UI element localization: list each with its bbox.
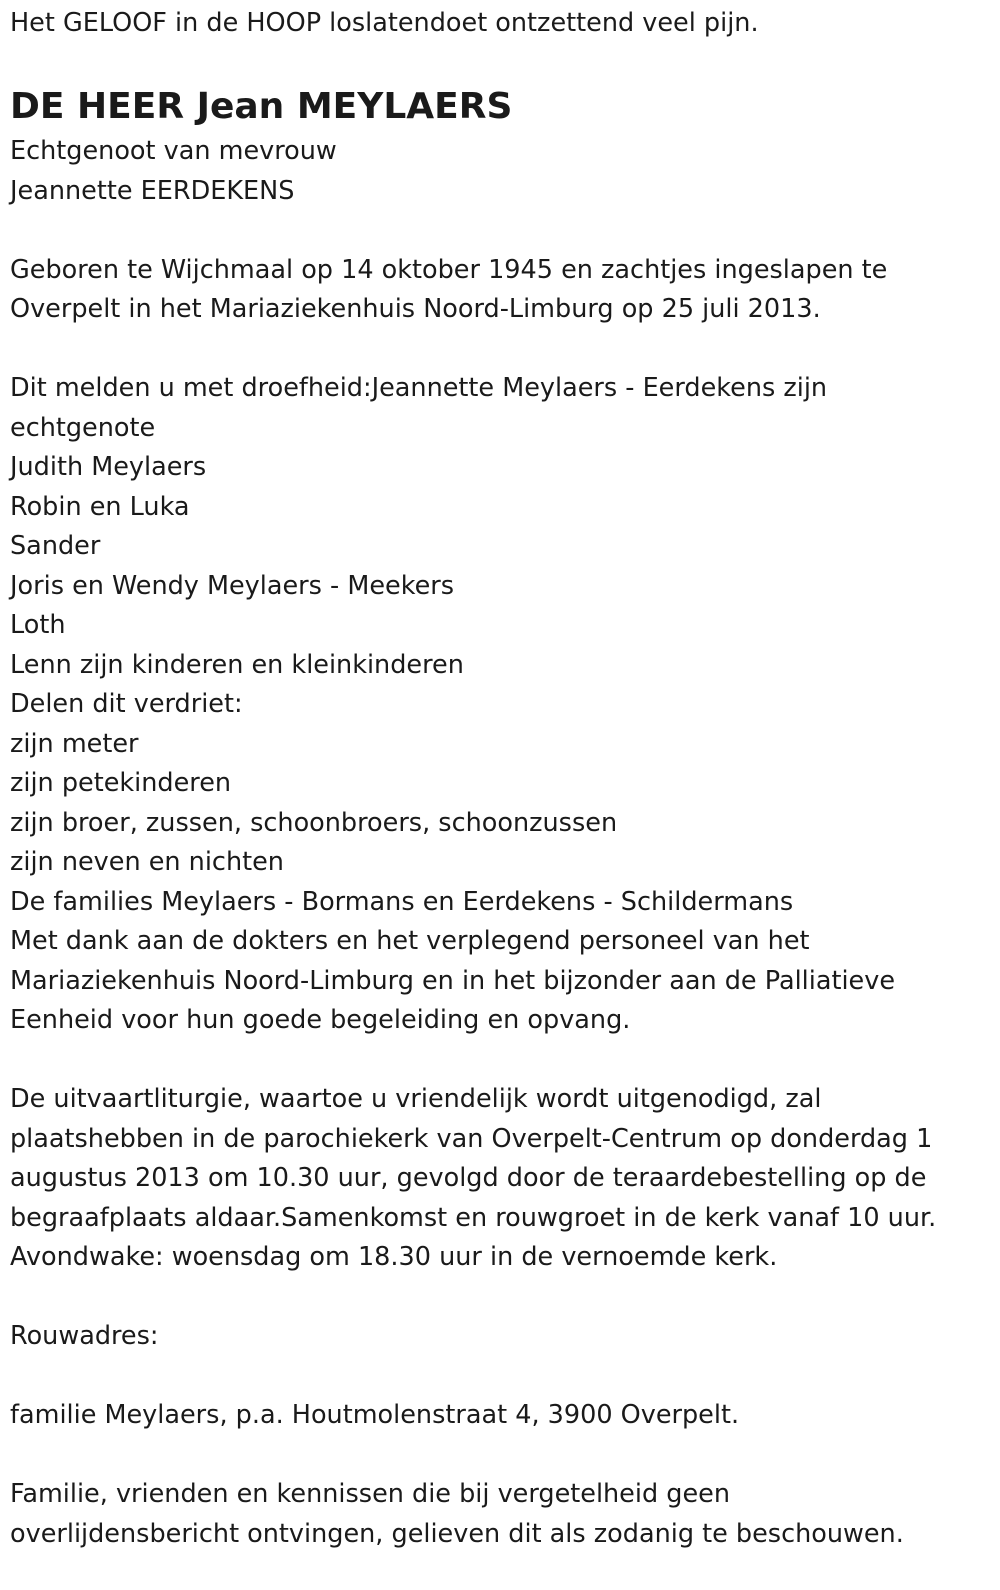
announcement-line: De families Meylaers - Bormans en Eerdekens - Schildermans [10,886,794,917]
announcement-line: zijn broer, zussen, schoonbroers, schoonzussen [10,807,618,838]
spacer [10,1436,990,1476]
spouse-block [10,132,990,211]
announcement-line: Joris en Wendy Meylaers - Meekers [10,570,455,601]
birth-death-line: Overpelt in het Mariaziekenhuis Noord-Limburg op 25 juli 2013. [10,294,821,324]
announcement-line: Judith Meylaers [10,452,207,482]
funeral-line: plaatshebben in de parochiekerk van Overpelt-Centrum op donderdag 1 [10,1123,933,1154]
spacer [10,330,990,370]
announcement-block [10,369,990,1041]
announcement-line: zijn petekinderen [10,768,232,798]
spacer [10,1278,990,1318]
announcement-line: Mariaziekenhuis Noord-Limburg en in het bijzonder aan de Palliatieve [10,965,896,996]
spacer [10,211,990,251]
funeral-line: begraafplaats aldaar.Samenkomst en rouwgroet in de kerk vanaf 10 uur. [10,1202,937,1233]
funeral-line: Avondwake: woensdag om 18.30 uur in de vernoemde kerk. [10,1242,778,1272]
announcement-line: Eenheid voor hun goede begeleiding en opvang. [10,1005,631,1035]
spacer [10,1041,990,1081]
announcement-line: Robin en Luka [10,491,190,522]
closing-block [10,1475,990,1554]
announcement-line: Lenn zijn kinderen en kleinkinderen [10,649,464,680]
closing-line: overlijdensbericht ontvingen, gelieven dit als zodanig te beschouwen. [10,1518,904,1549]
announcement-line: zijn meter [10,728,139,759]
funeral-line: De uitvaartliturgie, waartoe u vriendelijk wordt uitgenodigd, zal [10,1084,822,1114]
announcement-line: Sander [10,531,101,561]
birth-death-line: Geboren te Wijchmaal op 14 oktober 1945 en zachtjes ingeslapen te [10,254,888,285]
intro-quote: Het GELOOF in de HOOP loslatendoet ontzettend veel pijn. [10,8,759,38]
announcement-line: echtgenote [10,412,156,443]
closing-line: Familie, vrienden en kennissen die bij vergetelheid geen [10,1479,730,1509]
announcement-line: Dit melden u met droefheid:Jeannette Meylaers - Eerdekens zijn [10,373,828,403]
spacer [10,1357,990,1397]
birth-death-block [10,251,990,330]
spouse-line: Echtgenoot van mevrouw [10,136,337,166]
deceased-name: DE HEER Jean MEYLAERS [10,86,513,127]
announcement-line: zijn neven en nichten [10,847,284,877]
address-line: familie Meylaers, p.a. Houtmolenstraat 4, 3900 Overpelt. [10,1400,740,1430]
address-label: Rouwadres: [10,1321,159,1351]
announcement-line: Loth [10,610,66,640]
spouse-line: Jeannette EERDEKENS [10,175,295,206]
announcement-line: Delen dit verdriet: [10,689,243,719]
funeral-line: augustus 2013 om 10.30 uur, gevolgd door de teraardebestelling op de [10,1163,927,1193]
announcement-line: Met dank aan de dokters en het verplegend personeel van het [10,926,810,956]
funeral-block [10,1080,990,1278]
